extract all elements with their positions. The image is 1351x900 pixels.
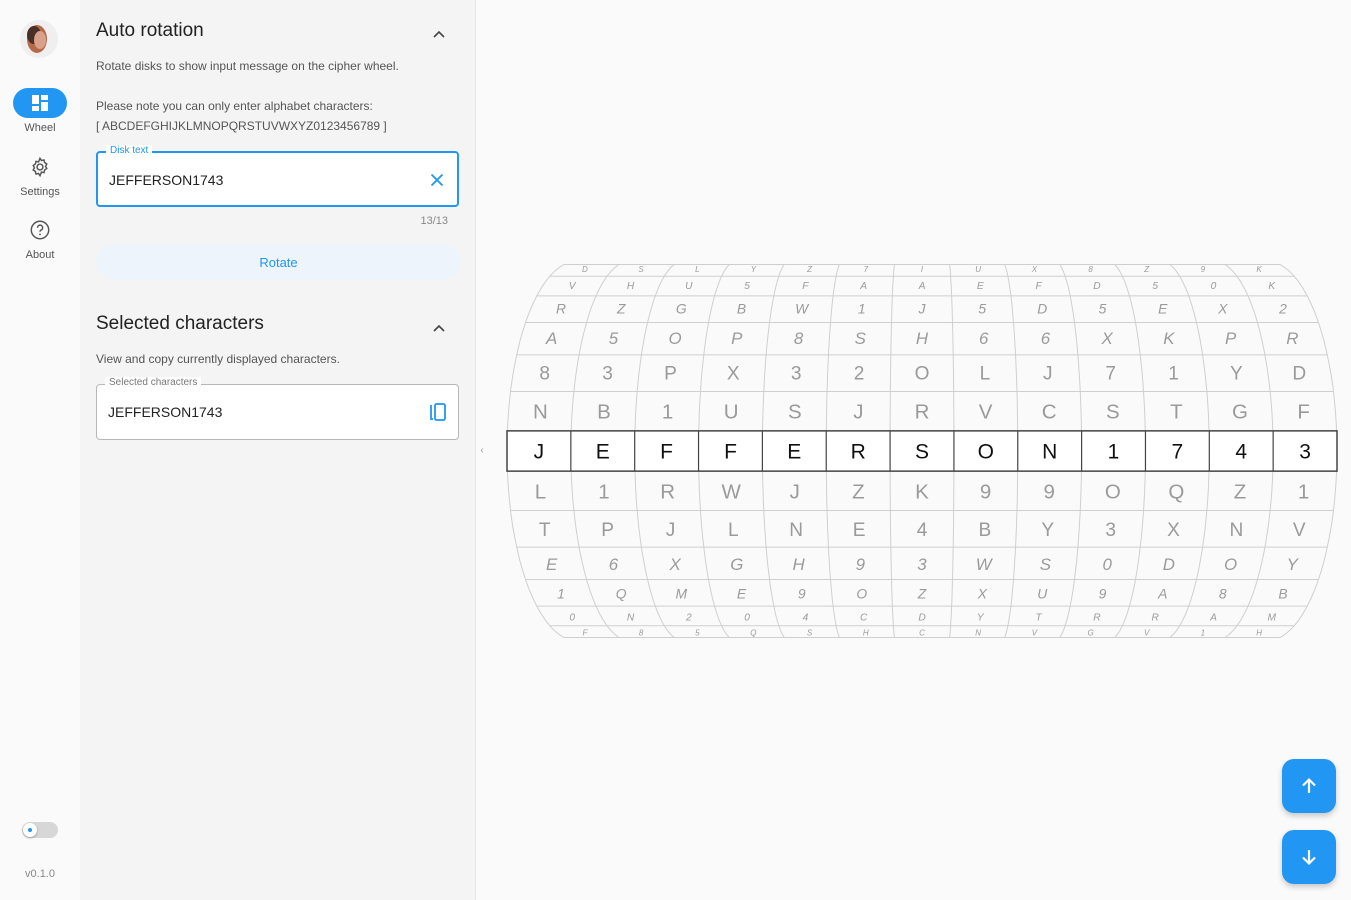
toggle-knob xyxy=(23,823,37,837)
wheel-letter: 9 xyxy=(1098,585,1107,602)
wheel-letter: A xyxy=(546,329,558,349)
wheel-letter: F xyxy=(1035,280,1042,292)
selected-letter: J xyxy=(533,440,545,464)
wheel-letter: G xyxy=(730,555,744,575)
selected-characters-label: Selected characters xyxy=(105,377,201,388)
wheel-letter: 1 xyxy=(661,400,674,424)
wheel-letter: T xyxy=(1035,612,1042,624)
gear-icon xyxy=(29,156,51,178)
wheel-letter: Q xyxy=(615,585,627,602)
wheel-letter: 9 xyxy=(797,585,806,602)
wheel-letter: 3 xyxy=(602,363,613,385)
wheel-letter: A xyxy=(1158,585,1168,602)
selected-characters-field xyxy=(96,377,459,440)
wheel-letter: H xyxy=(1256,628,1262,638)
wheel-letter: J xyxy=(853,400,864,424)
wheel-letter: V xyxy=(1292,520,1306,542)
wheel-letter: 7 xyxy=(1105,363,1117,385)
wheel-letter: V xyxy=(1144,628,1150,638)
wheel-letter: S xyxy=(806,628,813,638)
wheel-letter: T xyxy=(538,520,551,542)
wheel-letter: B xyxy=(978,520,992,542)
chevron-up-icon[interactable] xyxy=(430,320,448,338)
navigation-rail xyxy=(0,0,80,900)
wheel-letter: 0 xyxy=(569,612,576,624)
wheel-letter: P xyxy=(1224,329,1237,349)
selected-letter: N xyxy=(1042,440,1058,464)
wheel-letter: X xyxy=(1218,300,1228,317)
disk-text-input[interactable]: JEFFERSON1743 xyxy=(109,172,224,188)
wheel-letter: N xyxy=(789,520,804,542)
chevron-up-icon[interactable] xyxy=(430,26,448,44)
wheel-letter: Y xyxy=(1286,555,1298,575)
wheel-letter: 1 xyxy=(1200,628,1206,638)
nav-pill-wheel[interactable] xyxy=(13,88,67,118)
selected-characters-description: View and copy currently displayed characters. xyxy=(96,352,340,366)
avatar[interactable] xyxy=(20,20,58,58)
wheel-letter: 1 xyxy=(1297,480,1310,504)
wheel-letter: 1 xyxy=(1168,363,1179,385)
wheel-letter: R xyxy=(1286,329,1299,349)
wheel-letter: Y xyxy=(1230,363,1243,385)
wheel-letter: K xyxy=(915,480,929,504)
nav-item-about[interactable] xyxy=(0,215,80,261)
wheel-letter: H xyxy=(792,555,805,575)
wheel-letter: R xyxy=(914,400,930,424)
wheel-letter: T xyxy=(1170,400,1183,424)
wheel-letter: 7 xyxy=(863,265,869,275)
wheel-letter: X xyxy=(669,555,681,575)
wheel-letter: X xyxy=(1031,265,1038,275)
wheel-letter: G xyxy=(1087,628,1094,638)
wheel-letter: E xyxy=(1158,300,1168,317)
alphabet-note: Please note you can only enter alphabet characters: xyxy=(96,99,373,113)
wheel-letter: P xyxy=(601,520,614,542)
selected-letter: E xyxy=(787,440,802,464)
wheel-letter: 0 xyxy=(744,612,750,624)
wheel-letter: J xyxy=(1043,363,1053,385)
wheel-letter: 3 xyxy=(917,555,927,575)
wheel-letter: N xyxy=(975,628,982,638)
clear-button[interactable] xyxy=(425,168,449,192)
wheel-letter: R xyxy=(555,300,567,317)
wheel-letter: D xyxy=(918,612,926,624)
wheel-letter: U xyxy=(975,265,982,275)
nav-item-wheel[interactable] xyxy=(0,88,80,134)
wheel-letter: O xyxy=(1224,555,1238,575)
wheel-letter: 2 xyxy=(853,363,865,385)
wheel-letter: P xyxy=(664,363,677,385)
wheel-letter: F xyxy=(802,280,809,292)
wheel-letter: D xyxy=(582,265,588,275)
wheel-letter: K xyxy=(1163,329,1175,349)
nav-item-settings[interactable] xyxy=(0,152,80,198)
wheel-letter: 5 xyxy=(1098,300,1107,317)
wheel-letter: L xyxy=(727,520,739,542)
wheel-letter: 5 xyxy=(1152,280,1159,292)
wheel-letter: O xyxy=(856,585,868,602)
rotate-down-button[interactable] xyxy=(1282,830,1336,884)
wheel-letter: X xyxy=(1167,520,1180,542)
selected-letter: F xyxy=(660,440,674,464)
wheel-letter: Y xyxy=(1041,520,1055,542)
wheel-letter: 9 xyxy=(1200,265,1206,275)
wheel-letter: 1 xyxy=(598,480,610,504)
disk-text-field[interactable] xyxy=(96,145,459,207)
wheel-letter: Z xyxy=(1144,265,1150,275)
wheel-area xyxy=(490,0,1351,900)
wheel-letter: D xyxy=(1292,363,1307,385)
wheel-letter: E xyxy=(546,555,558,575)
wheel-letter: N xyxy=(1229,520,1244,542)
cipher-wheel xyxy=(490,0,1351,900)
rotate-button[interactable]: Rotate xyxy=(96,244,461,280)
wheel-letter: U xyxy=(685,280,693,292)
auto-rotation-description: Rotate disks to show input message on the cipher wheel. xyxy=(96,59,399,73)
selected-letter: 3 xyxy=(1299,440,1311,464)
selected-letter: O xyxy=(977,440,994,464)
wheel-letter: U xyxy=(723,400,739,424)
wheel-letter: 8 xyxy=(539,363,551,385)
wheel-letter: Z xyxy=(917,585,927,602)
wheel-letter: O xyxy=(914,363,930,385)
nav-label-settings: Settings xyxy=(20,186,60,198)
wheel-letter: J xyxy=(789,480,800,504)
wheel-letter: 5 xyxy=(978,300,987,317)
wheel-letter: D xyxy=(1037,300,1048,317)
wheel-letter: S xyxy=(854,329,866,349)
wheel-letter: E xyxy=(852,520,866,542)
wheel-letter: D xyxy=(1162,555,1176,575)
wheel-letter: 5 xyxy=(608,329,619,349)
help-icon xyxy=(29,219,51,241)
wheel-letter: A xyxy=(860,280,868,292)
wheel-letter: Z xyxy=(807,265,813,275)
nav-label-about: About xyxy=(25,249,55,261)
wheel-letter: W xyxy=(721,480,741,504)
wheel-letter: L xyxy=(695,265,700,275)
wheel-letter: N xyxy=(626,612,635,624)
wheel-letter: N xyxy=(532,400,548,424)
wheel-letter: A xyxy=(918,280,926,292)
wheel-letter: I xyxy=(920,265,924,275)
wheel-letter: F xyxy=(582,628,588,638)
wheel-letter: R xyxy=(1151,612,1159,624)
wheel-letter: B xyxy=(597,400,611,424)
wheel-letter: M xyxy=(1267,612,1277,624)
panel-splitter[interactable]: ‹ xyxy=(480,445,484,456)
wheel-letter: R xyxy=(1093,612,1101,624)
wheel-letter: 8 xyxy=(1218,585,1227,602)
wheel-letter: 6 xyxy=(978,329,989,349)
wheel-letter: 3 xyxy=(790,363,802,385)
arrow-up-icon xyxy=(1298,775,1320,797)
char-counter: 13/13 xyxy=(420,215,448,227)
wheel-letter: 2 xyxy=(685,612,692,624)
control-panel xyxy=(80,0,476,900)
wheel-letter: 0 xyxy=(1210,280,1217,292)
wheel-letter: Z xyxy=(1233,480,1247,504)
arrow-down-icon xyxy=(1298,846,1320,868)
wheel-grid xyxy=(507,264,1337,637)
wheel-letter: A xyxy=(1210,612,1217,624)
alphabet-list: [ ABCDEFGHIJKLMNOPQRSTUVWXYZ0123456789 ] xyxy=(96,119,387,133)
wheel-letter: C xyxy=(919,628,925,638)
selected-letter: E xyxy=(595,440,610,464)
wheel-letter: X xyxy=(726,363,740,385)
version-label: v0.1.0 xyxy=(25,868,55,880)
wheel-letter: V xyxy=(978,400,993,424)
rotate-up-button[interactable] xyxy=(1282,759,1336,813)
wheel-letter: 9 xyxy=(979,480,992,504)
copy-icon xyxy=(428,401,448,423)
wheel-letter: 8 xyxy=(638,628,644,638)
wheel-letter: L xyxy=(534,480,547,504)
wheel-letter: V xyxy=(1031,628,1038,638)
wheel-letter: 6 xyxy=(608,555,619,575)
wheel-letter: S xyxy=(1039,555,1052,575)
wheel-letter: H xyxy=(862,628,869,638)
selected-characters-value: JEFFERSON1743 xyxy=(108,404,223,420)
wheel-letter: Q xyxy=(750,628,757,638)
wheel-letter: 1 xyxy=(857,300,866,317)
wheel-letter: C xyxy=(1041,400,1057,424)
wheel-letter: 9 xyxy=(1043,480,1055,504)
wheel-letter: F xyxy=(1297,400,1310,424)
wheel-letter: E xyxy=(736,585,747,602)
wheel-letter: Z xyxy=(616,300,626,317)
wheel-letter: Z xyxy=(852,480,865,504)
wheel-letter: J xyxy=(918,300,926,317)
wheel-letter: 5 xyxy=(695,628,700,638)
wheel-letter: V xyxy=(568,280,576,292)
wheel-letter: 8 xyxy=(793,329,804,349)
wheel-letter: 6 xyxy=(1040,329,1051,349)
wheel-letter: G xyxy=(1232,400,1248,424)
wheel-letter: 9 xyxy=(855,555,866,575)
wheel-letter: K xyxy=(1268,280,1276,292)
wheel-letter: S xyxy=(787,400,802,424)
selected-letter: S xyxy=(914,440,930,464)
wheel-letter: U xyxy=(1037,585,1048,602)
auto-rotation-title: Auto rotation xyxy=(96,20,204,41)
wheel-letter: M xyxy=(675,585,688,602)
wheel-letter: Q xyxy=(1168,480,1185,504)
selected-letter: 1 xyxy=(1107,440,1120,464)
wheel-letter: L xyxy=(979,363,991,385)
wheel-letter: 8 xyxy=(1088,265,1093,275)
copy-button[interactable] xyxy=(426,400,450,424)
wheel-letter: D xyxy=(1093,280,1101,292)
wheel-letter: S xyxy=(1105,400,1120,424)
wheel-letter: J xyxy=(665,520,676,542)
wheel-letter: 4 xyxy=(916,520,928,542)
close-icon xyxy=(428,171,446,189)
selected-characters-title: Selected characters xyxy=(96,313,264,334)
wheel-letter: X xyxy=(977,585,987,602)
theme-toggle[interactable] xyxy=(22,822,58,838)
disk-text-label: Disk text xyxy=(106,145,152,156)
wheel-letter: W xyxy=(975,555,992,575)
wheel-letter: P xyxy=(731,329,743,349)
selected-letter: 4 xyxy=(1235,440,1248,464)
wheel-letter: R xyxy=(660,480,676,504)
wheel-letter: S xyxy=(638,265,644,275)
wheel-letter: 1 xyxy=(557,585,565,602)
selected-letter: R xyxy=(850,440,866,464)
wheel-letter: O xyxy=(668,329,682,349)
wheel-letter: K xyxy=(1256,265,1262,275)
wheel-letter: 3 xyxy=(1105,520,1117,542)
selected-letter: F xyxy=(724,440,737,464)
nav-label-wheel: Wheel xyxy=(24,122,56,134)
avatar-image xyxy=(20,20,58,58)
dashboard-icon xyxy=(31,94,49,112)
wheel-letter: 2 xyxy=(1279,300,1287,317)
wheel-letter: X xyxy=(1101,329,1113,349)
wheel-letter: C xyxy=(860,612,868,624)
wheel-letter: G xyxy=(675,300,687,317)
wheel-letter: B xyxy=(736,300,747,317)
wheel-letter: 4 xyxy=(802,612,809,624)
wheel-letter: H xyxy=(915,329,929,349)
wheel-letter: 5 xyxy=(744,280,750,292)
selected-letter: 7 xyxy=(1171,440,1184,464)
wheel-letter: H xyxy=(626,280,635,292)
wheel-letter: Y xyxy=(750,265,757,275)
wheel-letter: B xyxy=(1278,585,1288,602)
wheel-letter: 0 xyxy=(1102,555,1112,575)
wheel-letter: O xyxy=(1104,480,1121,504)
wheel-letter: Y xyxy=(976,612,984,624)
wheel-letter: W xyxy=(795,300,809,317)
wheel-letter: E xyxy=(976,280,984,292)
